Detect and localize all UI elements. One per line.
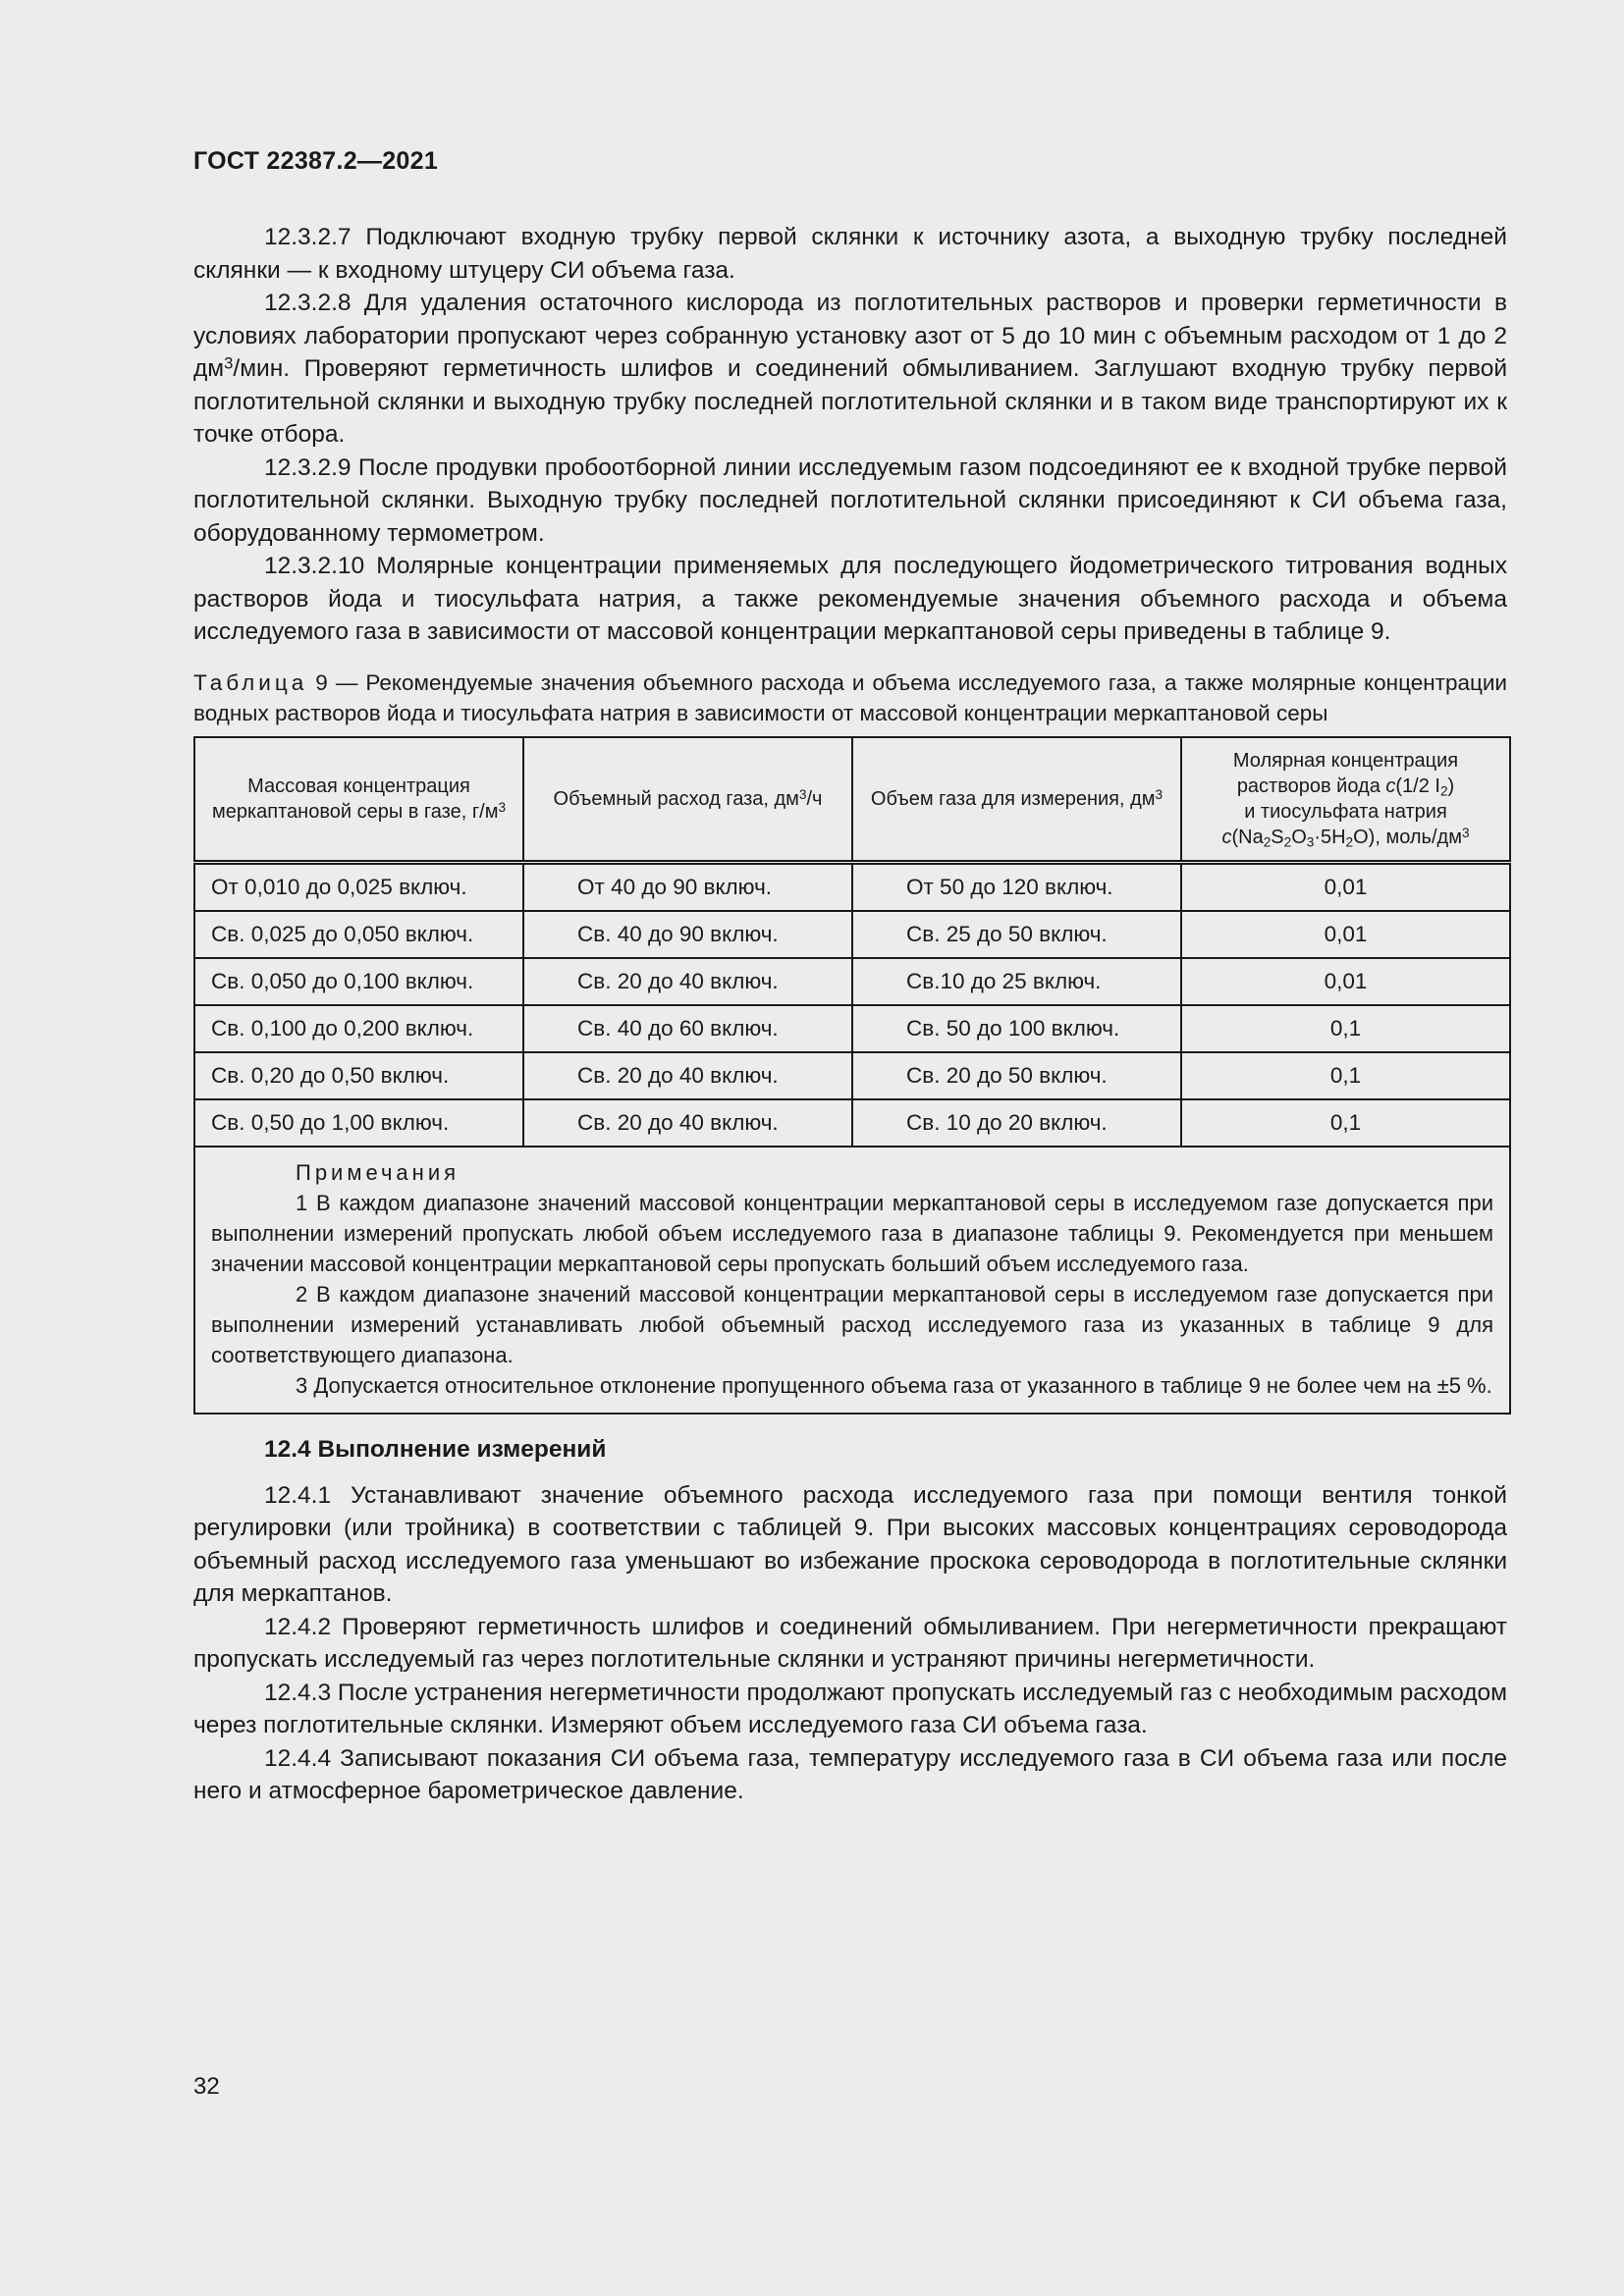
paragraph-text: /мин. Проверяют герметичность шлифов и соединений обмыливанием. Заглушают входную трубку первой поглотительной склянки и выходную трубку последней поглотительной склянки и в таком виде транспортируют их к точке отбора.: [193, 355, 1507, 448]
header-text: и тиосульфата натрия: [1244, 800, 1447, 823]
header-text: ): [1447, 774, 1455, 797]
superscript: 3: [224, 353, 234, 373]
header-text: ·5H: [1314, 826, 1346, 848]
table-cell: Св. 20 до 40 включ.: [523, 1052, 852, 1099]
superscript: 3: [1461, 825, 1470, 840]
table-cell: Св. 25 до 50 включ.: [852, 911, 1181, 958]
subscript: 3: [1306, 833, 1315, 849]
table-cell: Св. 40 до 90 включ.: [523, 911, 852, 958]
table-cell: 0,1: [1181, 1099, 1510, 1147]
table-notes: [194, 1147, 1510, 1414]
subscript: 2: [1439, 782, 1448, 798]
table-header-row: [194, 737, 1510, 863]
header-text: Объем газа для измерения, дм: [870, 787, 1156, 810]
header-flow-rate: [523, 737, 852, 863]
table-cell: Св. 40 до 60 включ.: [523, 1005, 852, 1052]
table-cell: Св. 20 до 40 включ.: [523, 958, 852, 1005]
header-text: Объемный расход газа, дм: [553, 787, 799, 810]
table-row: [194, 1099, 1510, 1147]
header-text: O), моль/дм: [1353, 826, 1462, 848]
paragraph-12-4-1: 12.4.1 Устанавливают значение объемного расхода исследуемого газа при помощи вентиля тонкой регулировки (или тройника) в соответствии с таблицей 9. При высоких массовых концентрациях сероводорода объемный расход исследуемого газа уменьшают во избежание проскока сероводорода в поглотительные склянки для меркаптанов.: [193, 1481, 1507, 1607]
header-text: Массовая концентрация меркаптановой серы в газе, г/м: [211, 774, 499, 823]
paragraph-12-3-2-10: 12.3.2.10 Молярные концентрации применяемых для последующего йодометрического титрования водных растворов йода и тиосульфата натрия, а также рекомендуемые значения объемного расхода и объема исследуемого газа в зависимости от массовой концентрации меркаптановой серы приведены в таблице 9.: [193, 553, 1507, 645]
header-text: растворов йода: [1236, 774, 1386, 797]
table-cell: Св. 50 до 100 включ.: [852, 1005, 1181, 1052]
table-cell: Св. 0,20 до 0,50 включ.: [194, 1052, 523, 1099]
page-content: [193, 147, 1507, 1808]
table-row: [194, 1052, 1510, 1099]
table-9: [193, 736, 1511, 1415]
header-italic: c: [1221, 826, 1232, 848]
table-row: [194, 911, 1510, 958]
header-text: /ч: [806, 787, 823, 810]
header-text: Молярная концентрация: [1232, 749, 1459, 772]
page-number: 32: [193, 2073, 220, 2100]
table-notes-row: [194, 1147, 1510, 1414]
table-cell: От 0,010 до 0,025 включ.: [194, 862, 523, 911]
table-cell: 0,1: [1181, 1005, 1510, 1052]
superscript: 3: [798, 786, 807, 802]
header-text: S: [1271, 826, 1284, 848]
subscript: 2: [1263, 833, 1272, 849]
paragraph-text: 12.3.2.8 Для удаления остаточного кислорода из поглотительных растворов и проверки герметичности в условиях лаборатории пропускают через собранную установку азот от 5 до 10 мин с объемным расходом от 1 до 2 дм: [193, 290, 1507, 382]
note-2: 2 В каждом диапазоне значений массовой концентрации меркаптановой серы в исследуемом газе допускается при выполнении измерений устанавливать любой объемный расход исследуемого газа из указанных в таблице 9 для соответствующего диапазона.: [211, 1281, 1493, 1367]
table-cell: 0,01: [1181, 911, 1510, 958]
table-row: [194, 958, 1510, 1005]
header-text: O: [1291, 826, 1307, 848]
table-caption-text: 9 — Рекомендуемые значения объемного расхода и объема исследуемого газа, а также молярные концентрации водных растворов йода и тиосульфата натрия в зависимости от массовой концентрации меркаптановой серы: [193, 669, 1507, 725]
table-cell: 0,1: [1181, 1052, 1510, 1099]
paragraph-12-3-2-7: 12.3.2.7 Подключают входную трубку первой склянки к источнику азота, а выходную трубку последней склянки — к входному штуцеру СИ объема газа.: [193, 224, 1507, 284]
document-header: ГОСТ 22387.2—2021: [193, 147, 439, 175]
table-cell: 0,01: [1181, 958, 1510, 1005]
subscript: 2: [1283, 833, 1292, 849]
header-molar-concentration: [1181, 737, 1510, 863]
subscript: 2: [1345, 833, 1354, 849]
header-mass-concentration: [194, 737, 523, 863]
header-italic: c: [1385, 774, 1396, 797]
note-1: 1 В каждом диапазоне значений массовой концентрации меркаптановой серы в исследуемом газе допускается при выполнении измерений пропускать любой объем исследуемого газа в диапазоне таблицы 9. Рекомендуется при меньшем значении массовой концентрации меркаптановой серы пропускать больший объем исследуемого газа.: [211, 1190, 1493, 1276]
table-cell: Св. 0,025 до 0,050 включ.: [194, 911, 523, 958]
paragraph-12-3-2-8: [193, 287, 1507, 452]
paragraph-12-4-4: 12.4.4 Записывают показания СИ объема газа, температуру исследуемого газа в СИ объема газа или после него и атмосферное барометрическое давление.: [193, 1744, 1507, 1804]
table-cell: Св. 20 до 40 включ.: [523, 1099, 852, 1147]
table-row: [194, 1005, 1510, 1052]
table-cell: Св. 0,50 до 1,00 включ.: [194, 1099, 523, 1147]
section-title: 12.4 Выполнение измерений: [264, 1435, 607, 1463]
header-gas-volume: [852, 737, 1181, 863]
superscript: 3: [1155, 786, 1164, 802]
superscript: 3: [498, 799, 507, 815]
paragraph-12-4-2: 12.4.2 Проверяют герметичность шлифов и соединений обмыливанием. При негерметичности прекращают пропускать исследуемый газ через поглотительные склянки и устраняют причины негерметичности.: [193, 1613, 1507, 1673]
table-cell: 0,01: [1181, 862, 1510, 911]
paragraph-12-3-2-9: 12.3.2.9 После продувки пробоотборной линии исследуемым газом подсоединяют ее к входной трубке первой поглотительной склянки. Выходную трубку последней поглотительной склянки присоединяют к СИ объема газа, оборудованному термометром.: [193, 454, 1507, 547]
table-caption-label: Таблица: [193, 669, 308, 695]
table-cell: Св. 10 до 20 включ.: [852, 1099, 1181, 1147]
notes-title: Примечания: [296, 1159, 460, 1185]
table-row: [194, 862, 1510, 911]
table-caption: [193, 667, 1507, 728]
table-cell: Св. 0,050 до 0,100 включ.: [194, 958, 523, 1005]
paragraph-12-4-3: 12.4.3 После устранения негерметичности продолжают пропускать исследуемый газ с необходимым расходом через поглотительные склянки. Измеряют объем исследуемого газа СИ объема газа.: [193, 1679, 1507, 1738]
table-cell: Св.10 до 25 включ.: [852, 958, 1181, 1005]
table-cell: Св. 20 до 50 включ.: [852, 1052, 1181, 1099]
note-3: 3 Допускается относительное отклонение пропущенного объема газа от указанного в таблице 9 не более чем на ±5 %.: [296, 1372, 1492, 1398]
table-cell: Св. 0,100 до 0,200 включ.: [194, 1005, 523, 1052]
table-cell: От 50 до 120 включ.: [852, 862, 1181, 911]
table-cell: От 40 до 90 включ.: [523, 862, 852, 911]
header-text: (Na: [1231, 826, 1264, 848]
header-text: (1/2 I: [1395, 774, 1440, 797]
